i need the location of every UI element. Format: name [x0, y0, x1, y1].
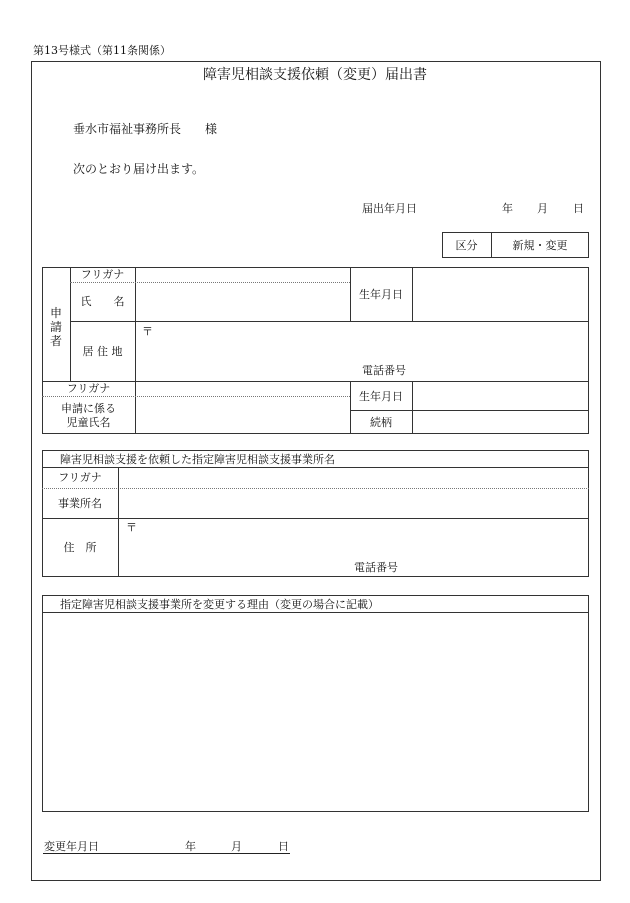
applicant-name-label: 氏 名 [80, 295, 125, 308]
provider-phone-label: 電話番号 [354, 561, 398, 574]
category-value[interactable]: 新規・変更 [512, 239, 568, 252]
addressee: 垂水市福祉事務所長 様 [73, 122, 218, 136]
applicant-address-label: 居 住 地 [82, 345, 123, 358]
provider-office-name-label: 事業所名 [58, 497, 102, 510]
submit-date-label: 届出年月日 [362, 202, 417, 215]
document-title: 障害児相談支援依頼（変更）届出書 [203, 67, 427, 83]
reason-section-header: 指定障害児相談支援事業所を変更する理由（変更の場合に記載） [60, 598, 379, 611]
applicant-birth-label: 生年月日 [359, 288, 403, 301]
submit-date-month: 月 [537, 202, 548, 215]
child-name-field[interactable] [136, 397, 349, 433]
change-date-label: 変更年月日 [44, 840, 99, 853]
provider-section-header: 障害児相談支援を依頼した指定障害児相談支援事業所名 [60, 453, 335, 466]
applicant-postal-mark: 〒 [142, 325, 153, 338]
child-name-label-1: 申請に係る [61, 402, 116, 415]
applicant-name-field[interactable] [136, 284, 349, 320]
applicant-side-label: 申請者 [50, 306, 63, 348]
change-date-month: 月 [231, 840, 242, 853]
reason-field[interactable] [43, 613, 588, 811]
relationship-label: 続柄 [370, 416, 392, 429]
applicant-phone-label: 電話番号 [362, 364, 406, 377]
provider-furigana-field[interactable] [119, 468, 588, 488]
change-date-year: 年 [185, 840, 196, 853]
provider-furigana-label: フリガナ [58, 471, 102, 484]
form-number: 第13号様式（第11条関係） [33, 44, 171, 57]
relationship-field[interactable] [413, 411, 588, 433]
category-label: 区分 [455, 239, 478, 252]
provider-office-name-field[interactable] [119, 489, 588, 517]
intro-text: 次のとおり届け出ます。 [73, 162, 205, 176]
child-birth-label: 生年月日 [359, 390, 403, 403]
child-furigana-field[interactable] [136, 382, 349, 396]
provider-postal-mark: 〒 [126, 521, 137, 534]
submit-date-day: 日 [573, 202, 584, 215]
applicant-birth-field[interactable] [413, 268, 588, 320]
change-date-day: 日 [278, 840, 289, 853]
child-name-label-2: 児童氏名 [66, 416, 111, 429]
child-birth-field[interactable] [413, 382, 588, 410]
provider-address-label: 住 所 [63, 541, 97, 554]
submit-date-year: 年 [502, 202, 513, 215]
child-furigana-label: フリガナ [66, 382, 111, 395]
applicant-furigana-field[interactable] [136, 268, 349, 282]
applicant-furigana-label: フリガナ [80, 268, 125, 281]
change-date-underline [43, 853, 290, 854]
